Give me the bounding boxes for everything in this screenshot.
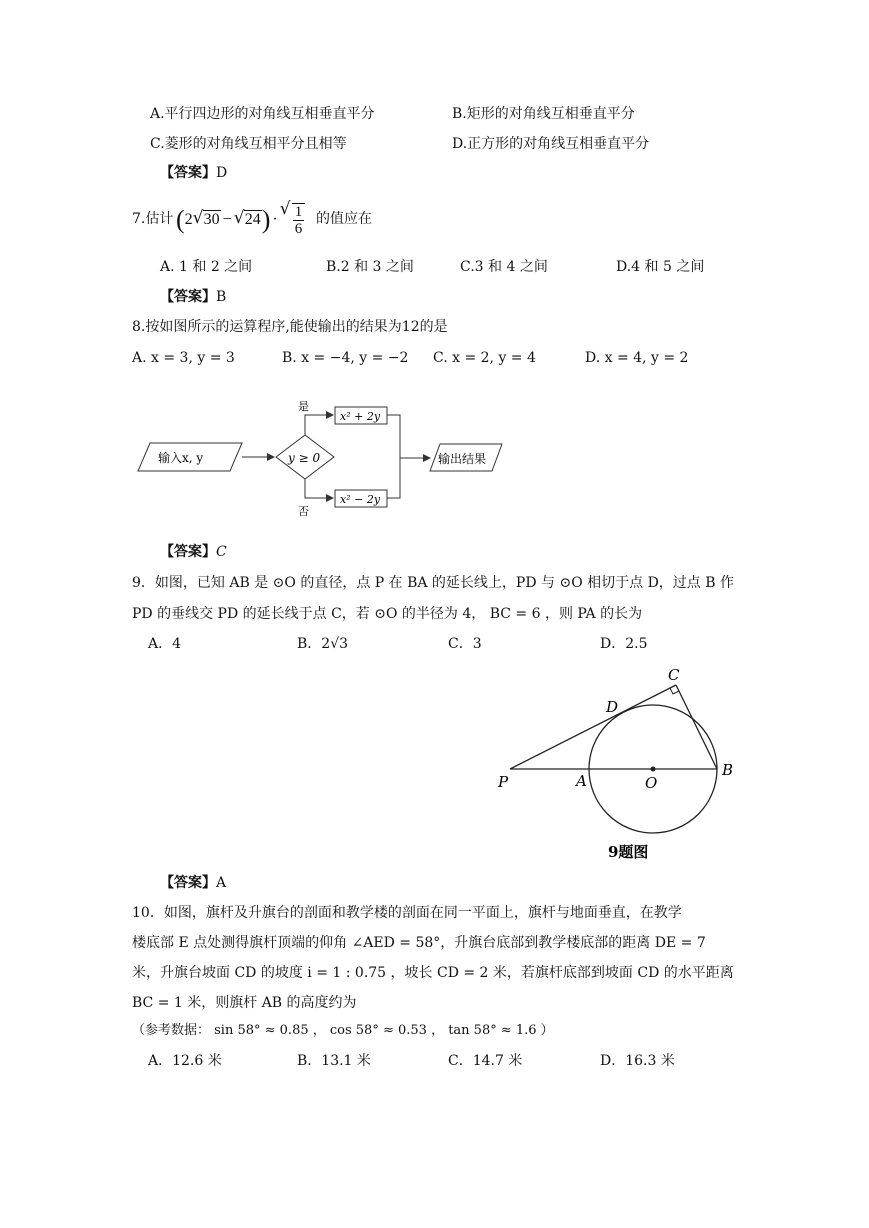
answer-value: D [216, 165, 228, 181]
line-cb [676, 685, 717, 769]
q9-answer: 【答案】A [160, 875, 227, 891]
q6-option-c: C.菱形的对角线互相平分且相等 [150, 136, 347, 152]
q7-root-24: √ 24 [234, 212, 262, 228]
flow-yes-expr: x² + 2y [340, 410, 381, 423]
q8-stem: 8.按如图所示的运算程序,能使输出的结果为12的是 [132, 319, 448, 335]
q8-option-c: C. x = 2, y = 4 [433, 350, 536, 366]
answer-tag: 【答案】 [160, 165, 216, 181]
q7-suffix: 的值应在 [316, 211, 372, 227]
label-p: P [498, 773, 509, 791]
q9-option-d: D．2.5 [600, 636, 648, 652]
q10-option-b: B．13.1 米 [297, 1053, 371, 1069]
flow-no-label: 否 [298, 505, 309, 518]
q10-line4: BC = 1 米，则旗杆 AB 的高度约为 [132, 995, 357, 1011]
q10-line1: 10．如图，旗杆及升旗台的剖面和教学楼的剖面在同一平面上，旗杆与地面垂直，在教学 [132, 905, 682, 921]
q10-option-a: A．12.6 米 [148, 1053, 222, 1069]
q7-expression: ( 2 √ 30 − √ 24 ) · √ $\frac{1}{6}$ [176, 200, 305, 240]
q9-option-a: A．4 [148, 636, 182, 652]
q6-answer [160, 166, 227, 180]
flow-input-label: 输入x, y [158, 451, 204, 465]
label-b: B [722, 761, 734, 779]
q10-option-d: D．16.3 米 [600, 1053, 675, 1069]
q10-line2: 楼底部 E 点处测得旗杆顶端的仰角 ∠AED = 58°，升旗台底部到教学楼底部的距离 DE = 7 [132, 935, 706, 951]
flow-yes-label: 是 [298, 400, 309, 413]
q7-root-frac: √ $\frac{1}{6}$ [280, 203, 306, 238]
q8-option-a: A. x = 3, y = 3 [132, 350, 235, 366]
line-pc [510, 685, 676, 769]
q7-prefix: 7.估计 [132, 211, 174, 227]
q9-line2: PD 的垂线交 PD 的延长线于点 C，若 ⊙O 的半径为 4， BC = 6 ，则 PA 的长为 [132, 606, 643, 622]
q7-coef: 2 [184, 211, 193, 228]
label-o: O [645, 774, 658, 792]
q7-minus: − [222, 211, 232, 228]
q9-option-c: C．3 [448, 636, 482, 652]
label-c: C [668, 666, 680, 684]
q6-option-b: B.矩形的对角线互相垂直平分 [452, 106, 635, 122]
q10-line3: 米，升旗台坡面 CD 的坡度 i = 1 : 0.75 ，坡长 CD = 2 米，若旗杆底部到坡面 CD 的水平距离 [132, 965, 734, 981]
q7-root-30: √ 30 [193, 212, 221, 228]
q8-flowchart [130, 395, 530, 525]
q7-option-a: A. 1 和 2 之间 [160, 259, 253, 275]
center-dot [651, 767, 656, 772]
label-a: A [576, 772, 587, 790]
q10-reference: （参考数据： sin 58° ≈ 0.85 ， cos 58° ≈ 0.53 ， tan 58° ≈ 1.6 ） [132, 1023, 554, 1038]
q9-figure [490, 660, 750, 865]
label-d: D [606, 698, 619, 716]
q7-option-d: D.4 和 5 之间 [616, 259, 705, 275]
q9-option-b: B．2√3 [297, 636, 349, 652]
flow-no-expr: x² − 2y [340, 493, 381, 506]
q10-option-c: C．14.7 米 [448, 1053, 523, 1069]
q9-line1: 9．如图，已知 AB 是 ⊙O 的直径，点 P 在 BA 的延长线上，PD 与 ⊙O 相切于点 D，过点 B 作 [132, 575, 734, 591]
q6-option-d: D.正方形的对角线互相垂直平分 [452, 136, 650, 152]
q8-option-b: B. x = −4, y = −2 [282, 350, 409, 366]
q7-option-b: B.2 和 3 之间 [326, 259, 414, 275]
q8-option-d: D. x = 4, y = 2 [585, 350, 689, 366]
q7-answer: 【答案】B [160, 289, 227, 305]
figure-caption: 9题图 [608, 843, 649, 861]
flow-output-label: 输出结果 [438, 452, 487, 466]
q8-answer: 【答案】C [160, 544, 227, 560]
flow-condition-label: y ≥ 0 [288, 451, 321, 465]
q6-option-a: A.平行四边形的对角线互相垂直平分 [150, 106, 375, 122]
q7-option-c: C.3 和 4 之间 [460, 259, 548, 275]
